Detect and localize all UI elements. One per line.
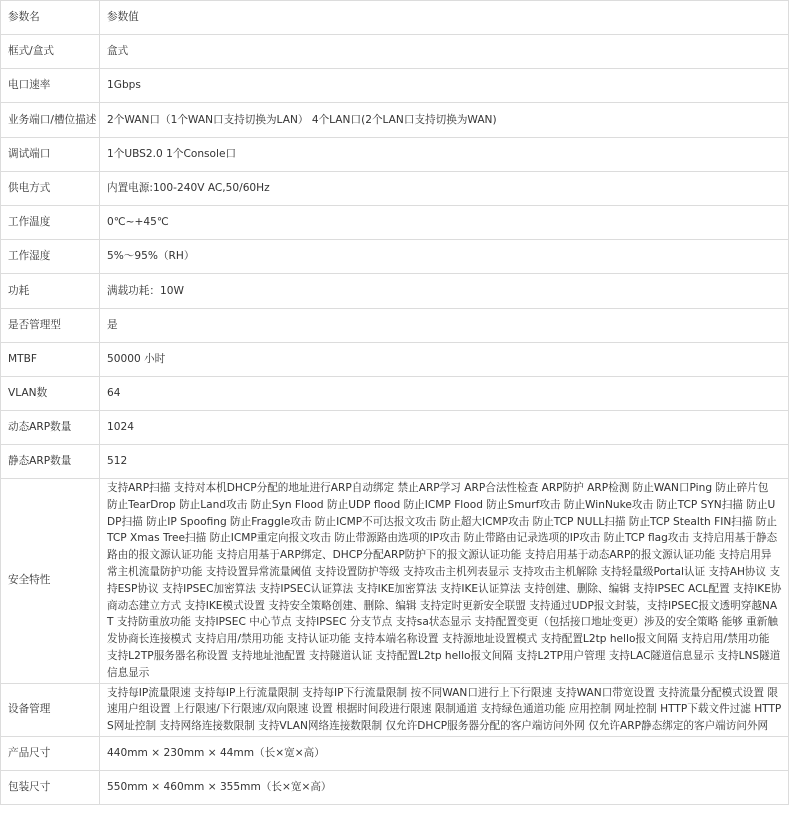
param-name: 包装尺寸 bbox=[1, 770, 100, 804]
param-value: 1Gbps bbox=[100, 69, 789, 103]
param-name: 工作湿度 bbox=[1, 240, 100, 274]
param-name: 是否管理型 bbox=[1, 309, 100, 343]
param-value: 1024 bbox=[100, 411, 789, 445]
param-value-header: 参数值 bbox=[100, 1, 789, 35]
table-row bbox=[1, 445, 789, 479]
param-name: 静态ARP数量 bbox=[1, 445, 100, 479]
table-row bbox=[1, 343, 789, 377]
table-row bbox=[1, 683, 789, 736]
param-value: 支持每IP流量限速 支持每IP上行流量限制 支持每IP下行流量限制 按不同WAN口进行上下行限速 支持WAN口带宽设置 支持流量分配模式设置 限速用户组设置 上行限速/下行限速/双向限速 设置 根据时间段进行限速 限制通道 支持绿色通道功能 应用控制 网址控制 HTTP下载文件过滤 HTTPS网址控制 支持网络连接数限制 支持VLAN网络连接数限制 仅允许DHCP服务器分配的客户端访问外网 仅允许ARP静态绑定的客户端访问外网 bbox=[100, 683, 789, 736]
table-row bbox=[1, 206, 789, 240]
param-value: 550mm × 460mm × 355mm（长×宽×高） bbox=[100, 770, 789, 804]
table-row bbox=[1, 479, 789, 684]
param-name: 电口速率 bbox=[1, 69, 100, 103]
table-header-row bbox=[1, 1, 789, 35]
param-name: 供电方式 bbox=[1, 172, 100, 206]
table-row bbox=[1, 240, 789, 274]
param-name: 工作温度 bbox=[1, 206, 100, 240]
table-row bbox=[1, 377, 789, 411]
table-row bbox=[1, 35, 789, 69]
table-row bbox=[1, 274, 789, 309]
param-value: 满载功耗：10W bbox=[100, 274, 789, 309]
param-value: 5%～95%（RH） bbox=[100, 240, 789, 274]
table-row bbox=[1, 411, 789, 445]
table-row bbox=[1, 69, 789, 103]
param-name: VLAN数 bbox=[1, 377, 100, 411]
table-row bbox=[1, 103, 789, 138]
table-row bbox=[1, 138, 789, 172]
table-row bbox=[1, 172, 789, 206]
param-value: 0℃~+45℃ bbox=[100, 206, 789, 240]
param-name: 安全特性 bbox=[1, 479, 100, 684]
param-name-header: 参数名 bbox=[1, 1, 100, 35]
param-value: 内置电源:100-240V AC,50/60Hz bbox=[100, 172, 789, 206]
param-value: 盒式 bbox=[100, 35, 789, 69]
param-value: 50000 小时 bbox=[100, 343, 789, 377]
param-name: 框式/盒式 bbox=[1, 35, 100, 69]
param-value: 1个UBS2.0 1个Console口 bbox=[100, 138, 789, 172]
param-name: 动态ARP数量 bbox=[1, 411, 100, 445]
param-value: 64 bbox=[100, 377, 789, 411]
param-value: 2个WAN口（1个WAN口支持切换为LAN） 4个LAN口(2个LAN口支持切换为WAN) bbox=[100, 103, 789, 138]
table-row bbox=[1, 770, 789, 804]
param-name: 功耗 bbox=[1, 274, 100, 309]
param-name: 设备管理 bbox=[1, 683, 100, 736]
param-value: 支持ARP扫描 支持对本机DHCP分配的地址进行ARP自动绑定 禁止ARP学习 ARP合法性检查 ARP防护 ARP检测 防止WAN口Ping 防止碎片包 防止TearDrop 防止Land攻击 防止Syn Flood 防止UDP flood 防止ICMP Flood 防止Smurf攻击 防止WinNuke攻击 防止TCP SYN扫描 防止UDP扫描 防止IP Spoofing 防止Fraggle攻击 防止ICMP不可达报文攻击 防止超大ICMP攻击 防止TCP NULL扫描 防止TCP Stealth FIN扫描 防止TCP Xmas Tree扫描 防止ICMP重定向报文攻击 防止带源路由选项的IP攻击 防止带路由记录选项的IP攻击 防止TCP flag攻击 支持启用基于静态路由的报文源认证功能 支持启用基于ARP绑定、DHCP分配ARP防护下的报文源认证功能 支持启用基于动态ARP的报文源认证功能 支持启用异常主机流量防护功能 支持设置异常流量阈值 支持设置防护等级 支持攻击主机列表显示 支持攻击主机解除 支持轻量级Portal认证 支持AH协议 支持ESP协议 支持IPSEC加密算法 支持IPSEC认证算法 支持IKE加密算法 支持IKE认证算法 支持创建、删除、编辑 支持IPSEC ACL配置 支持IKE协商动态建立方式 支持IKE模式设置 支持安全策略创建、删除、编辑 支持定时更新安全联盟 支持通过UDP报文封装，支持IPSEC报文透明穿越NAT 支持防重放功能 支持IPSEC 中心节点 支持IPSEC 分支节点 支持sa状态显示 支持配置变更（包括接口地址变更）涉及的安全策略 能够 重新触发协商长连接模式 支持启用/禁用功能 支持认证功能 支持本端名称设置 支持源地址设置模式 支持配置L2tp hello报文间隔 支持启用/禁用功能 支持L2TP服务器名称设置 支持地址池配置 支持隧道认证 支持配置L2tp hello报文间隔 支持L2TP用户管理 支持LAC隧道信息显示 支持LNS隧道信息显示 bbox=[100, 479, 789, 684]
table-row bbox=[1, 736, 789, 770]
param-name: 业务端口/槽位描述 bbox=[1, 103, 100, 138]
param-name: 调试端口 bbox=[1, 138, 100, 172]
param-value: 是 bbox=[100, 309, 789, 343]
table-row bbox=[1, 309, 789, 343]
param-name: MTBF bbox=[1, 343, 100, 377]
param-name: 产品尺寸 bbox=[1, 736, 100, 770]
param-value: 440mm × 230mm × 44mm（长×宽×高） bbox=[100, 736, 789, 770]
param-value: 512 bbox=[100, 445, 789, 479]
